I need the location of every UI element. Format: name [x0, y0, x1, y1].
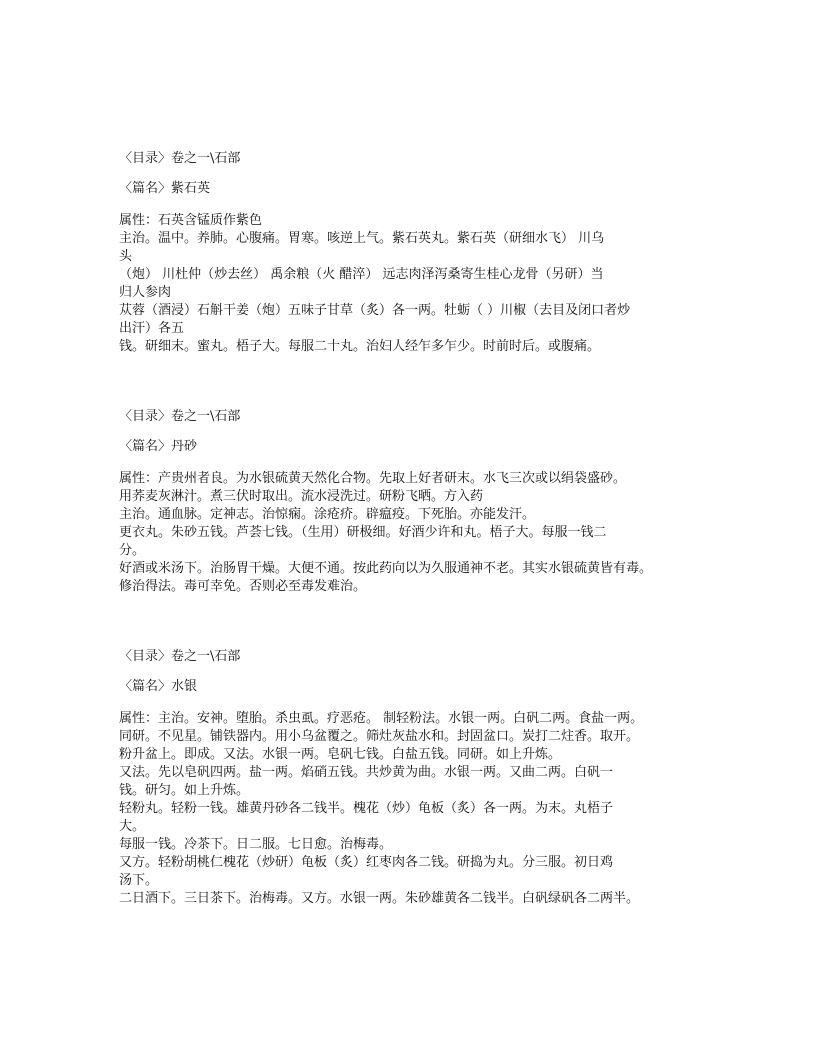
entry-section-3 [119, 648, 709, 908]
catalog-line: 〈目录〉卷之一\石部 [119, 409, 241, 424]
text-line: 头 [119, 249, 133, 264]
text-line: 更衣丸。朱砂五钱。芦荟七钱。（生用）研极细。好酒少许和丸。梧子大。每服一钱二 [119, 525, 607, 540]
text-line: 用荞麦灰淋汁。煮三伏时取出。流水浸洗过。研粉飞晒。方入药 [119, 489, 484, 504]
text-line: 分。 [119, 543, 146, 558]
text-line: 好酒或米汤下。治肠胃干燥。大便不通。按此药向以为久服通神不老。其实水银硫黄皆有毒。 [119, 561, 653, 576]
text-line: 苁蓉（酒浸）石斛干姜（炮）五味子甘草（炙）各一两。牡蛎（ ）川椒（去目及闭口者炒 [119, 303, 631, 318]
text-line: （炮） 川杜仲（炒去丝） 禹余粮（火 醋淬） 远志肉泽泻桑寄生桂心龙骨（另研）当 [119, 267, 604, 282]
text-line: 大。 [119, 819, 146, 834]
text-line: 钱。研细末。蜜丸。梧子大。每服二十丸。治妇人经乍多乍少。时前时后。或腹痛。 [119, 339, 601, 354]
text-line: 同研。不见星。铺铁器内。用小乌盆覆之。筛灶灰盐水和。封固盆口。炭打二炷香。取开。 [119, 729, 640, 744]
text-line: 每服一钱。冷茶下。日二服。七日愈。治梅毒。 [119, 837, 393, 852]
text-line: 又方。轻粉胡桃仁槐花（炒研）龟板（炙）红枣肉各二钱。研捣为丸。分三服。初日鸡 [119, 855, 614, 870]
text-line: 属性：石英含锰质作紫色 [119, 213, 263, 228]
text-line: 修治得法。毒可幸免。否则必至毒发难治。 [119, 579, 367, 594]
text-line: 汤下。 [119, 873, 159, 888]
catalog-line: 〈目录〉卷之一\石部 [119, 649, 241, 664]
text-line: 主治。通血脉。定神志。治惊痫。涂疮疥。辟瘟疫。下死胎。亦能发汗。 [119, 507, 536, 522]
text-line: 属性：主治。安神。堕胎。杀虫虱。疗恶疮。 制轻粉法。水银一两。白矾二两。食盐一两。 [119, 711, 644, 726]
text-line: 出汗）各五 [119, 321, 185, 336]
document-page [119, 150, 709, 960]
text-line: 二日酒下。三日茶下。治梅毒。又方。水银一两。朱砂雄黄各二钱半。白矾绿矾各二两半。 [119, 891, 640, 906]
entry-title: 〈篇名〉水银 [119, 679, 198, 694]
text-line: 归人参肉 [119, 285, 172, 300]
entry-title: 〈篇名〉丹砂 [119, 439, 198, 454]
entry-title: 〈篇名〉紫石英 [119, 181, 211, 196]
catalog-line: 〈目录〉卷之一\石部 [119, 151, 241, 166]
text-line: 属性：产贵州者良。为水银硫黄天然化合物。先取上好者研末。水飞三次或以绢袋盛砂。 [119, 471, 627, 486]
text-line: 钱。研匀。如上升炼。 [119, 783, 250, 798]
entry-section-1 [119, 150, 709, 356]
text-line: 主治。温中。养肺。心腹痛。胃寒。咳逆上气。紫石英丸。紫石英（研细水飞） 川乌 [119, 231, 605, 246]
entry-section-2 [119, 408, 709, 596]
text-line: 粉升盆上。即成。又法。水银一两。皂矾七钱。白盐五钱。同研。如上升炼。 [119, 747, 562, 762]
text-line: 又法。先以皂矾四两。盐一两。焰硝五钱。共炒黄为曲。水银一两。又曲二两。白矾一 [119, 765, 614, 780]
text-line: 轻粉丸。轻粉一钱。雄黄丹砂各二钱半。槐花（炒）龟板（炙）各一两。为末。丸梧子 [119, 801, 614, 816]
